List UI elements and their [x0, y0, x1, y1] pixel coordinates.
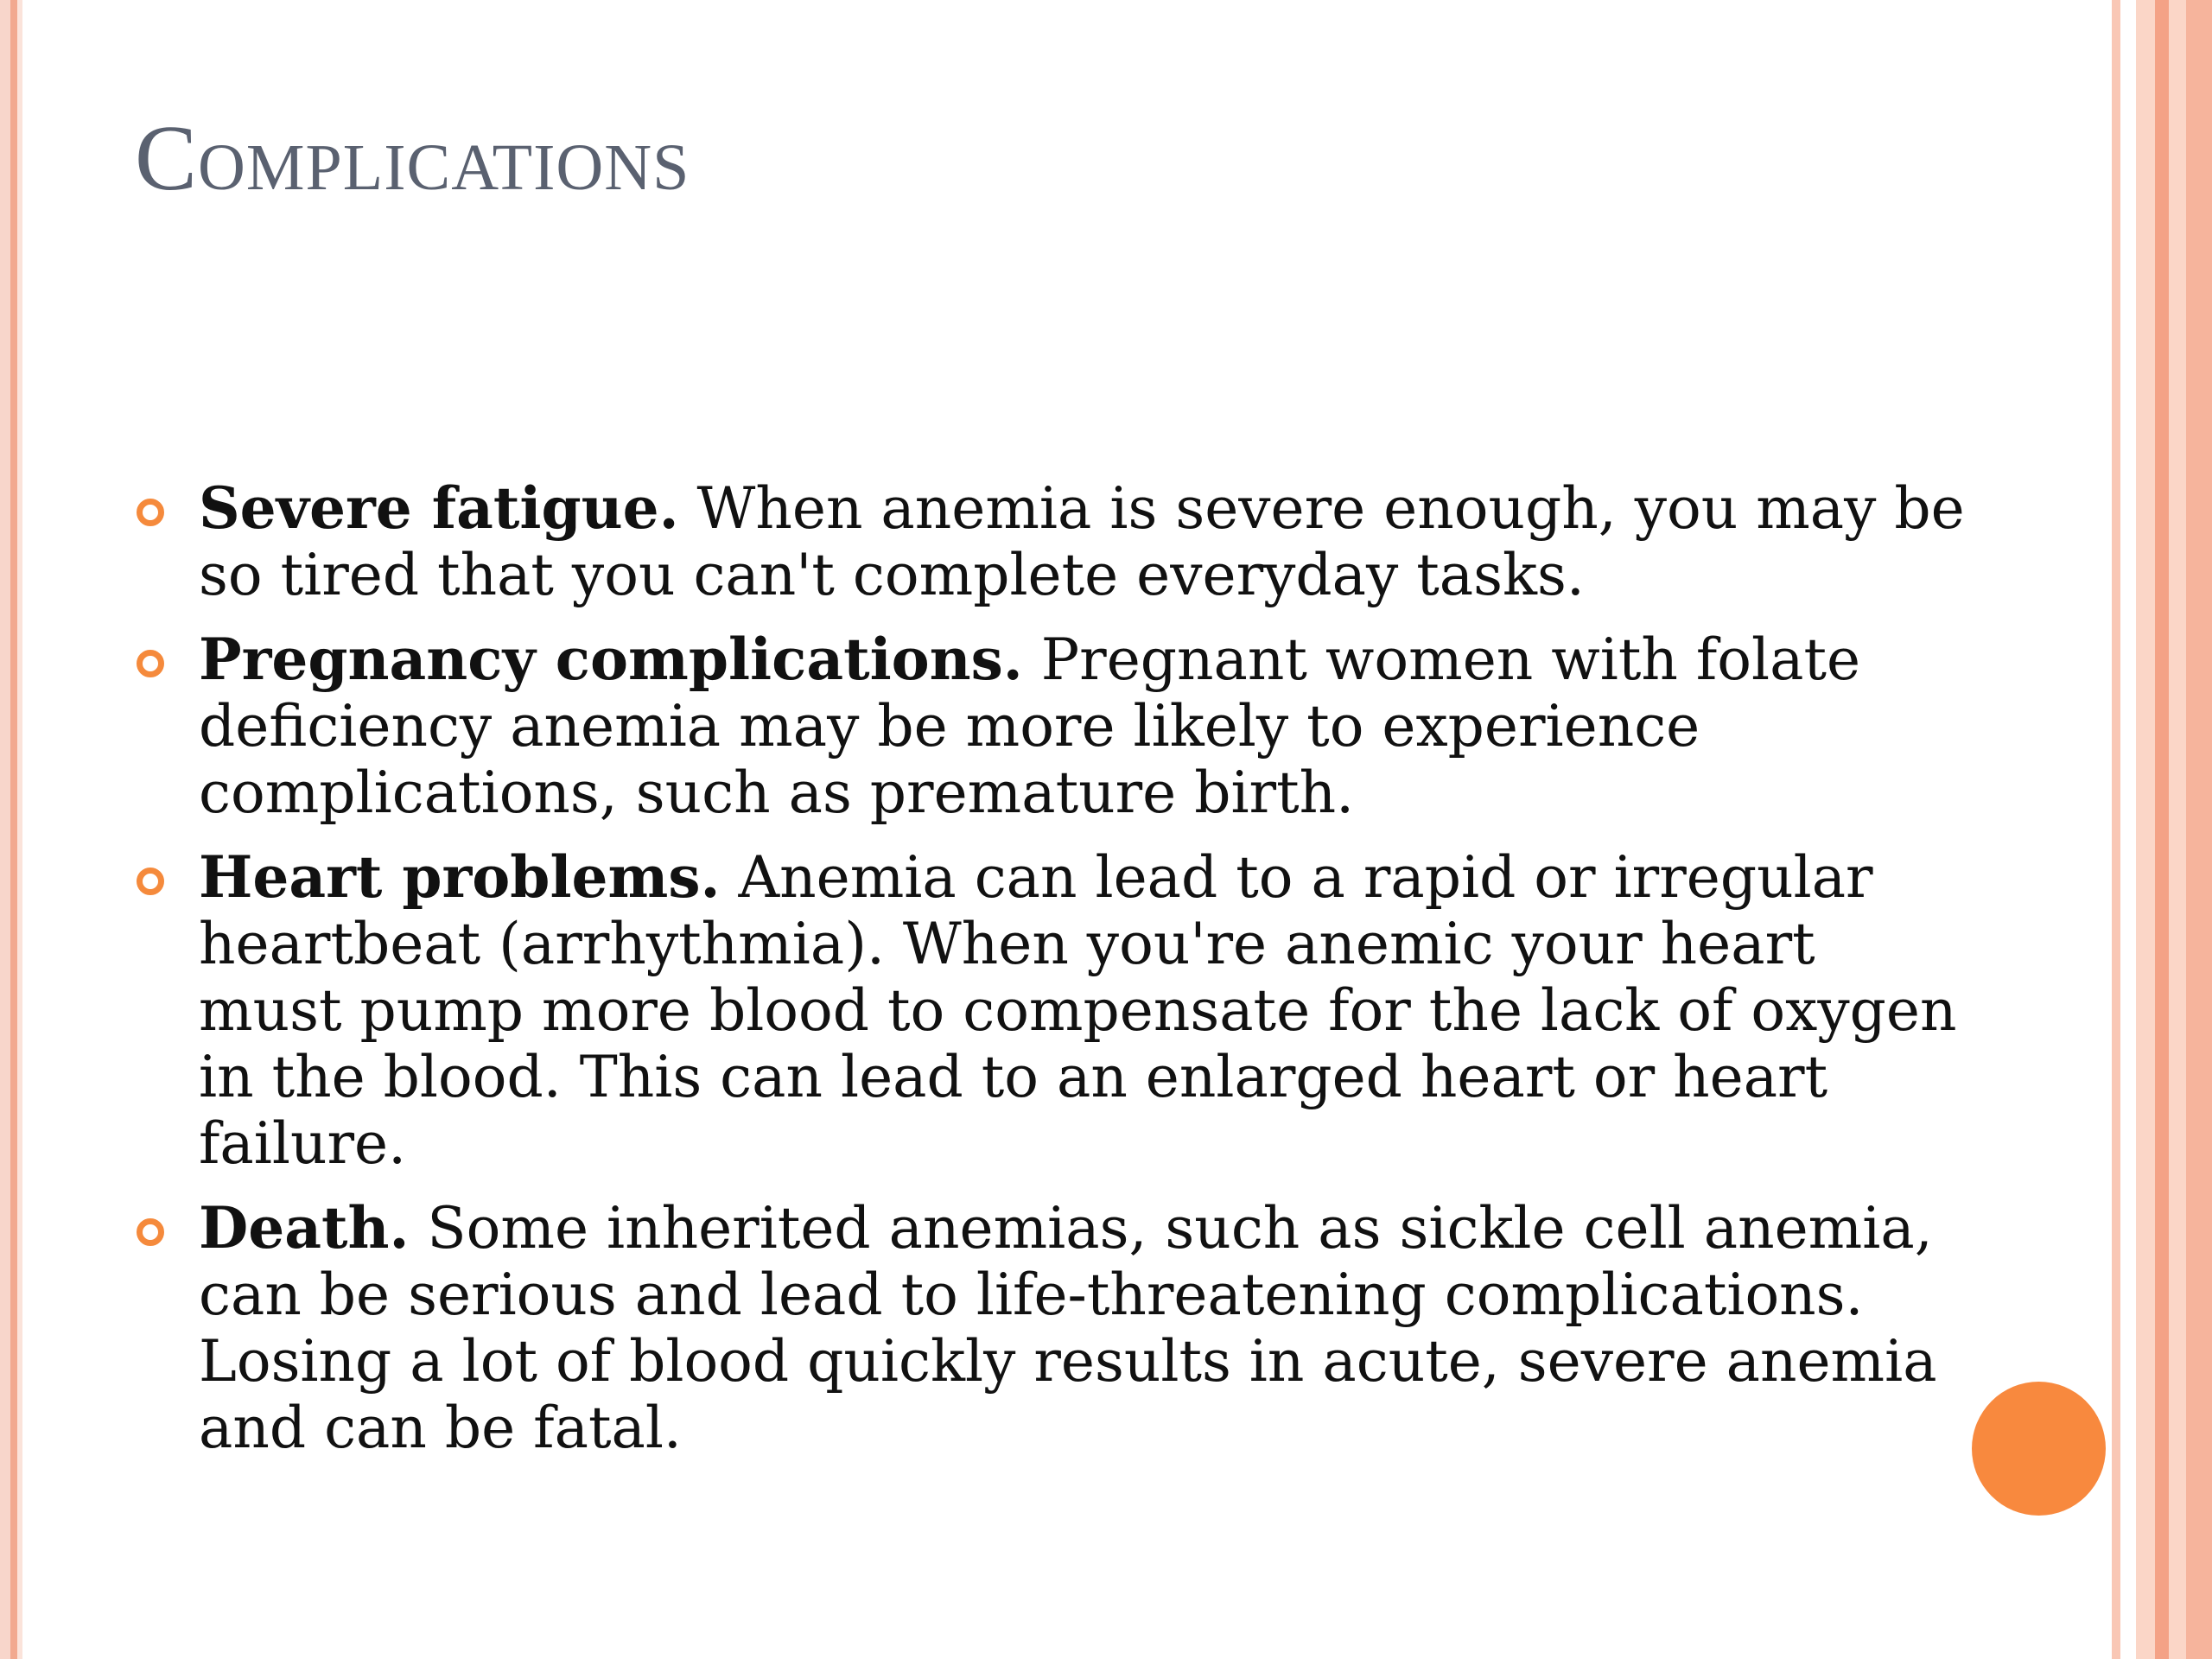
bullet-item-severe-fatigue — [135, 475, 1967, 608]
decorative-orange-circle — [1972, 1382, 2106, 1516]
ring-bullet-icon — [137, 868, 164, 895]
left-border-stripe — [17, 0, 22, 1659]
right-border-band — [2169, 0, 2186, 1659]
bullet-heading: Pregnancy complications. — [199, 626, 1023, 693]
ring-bullet-icon — [137, 650, 164, 677]
bullet-heading: Heart problems. — [199, 843, 721, 911]
ring-bullet-icon — [137, 1218, 164, 1246]
bullet-heading: Death. — [199, 1194, 410, 1262]
bullet-list — [135, 475, 1967, 1479]
right-border-band — [2120, 0, 2136, 1659]
bullet-text: When anemia is severe enough, you may be so tired that you can't complete everyday tasks. — [199, 475, 1965, 608]
left-border-stripe — [0, 0, 10, 1659]
right-border-band — [2112, 0, 2120, 1659]
slide-title: Complications — [135, 107, 690, 210]
bullet-text: Pregnant women with folate deficiency anemia may be more likely to experience complications, such as premature birth. — [199, 626, 1861, 826]
bullet-item-heart-problems — [135, 844, 1967, 1177]
right-border-band — [2186, 0, 2212, 1659]
right-border-band — [2136, 0, 2155, 1659]
bullet-heading: Severe fatigue. — [199, 474, 679, 542]
right-border-band — [2155, 0, 2169, 1659]
left-border-stripe — [10, 0, 17, 1659]
bullet-item-death — [135, 1195, 1967, 1461]
ring-bullet-icon — [137, 499, 164, 526]
bullet-text: Anemia can lead to a rapid or irregular heartbeat (arrhythmia). When you're anemic your heart must pump more blood to compensate for the lack of oxygen in the blood. This can lead to an enlarged heart or heart failure. — [199, 844, 1957, 1177]
bullet-text: Some inherited anemias, such as sickle cell anemia, can be serious and lead to life-threatening complications. Losing a lot of blood quickly results in acute, severe anemia and can be fatal. — [199, 1195, 1937, 1461]
bullet-item-pregnancy-complications — [135, 626, 1967, 826]
